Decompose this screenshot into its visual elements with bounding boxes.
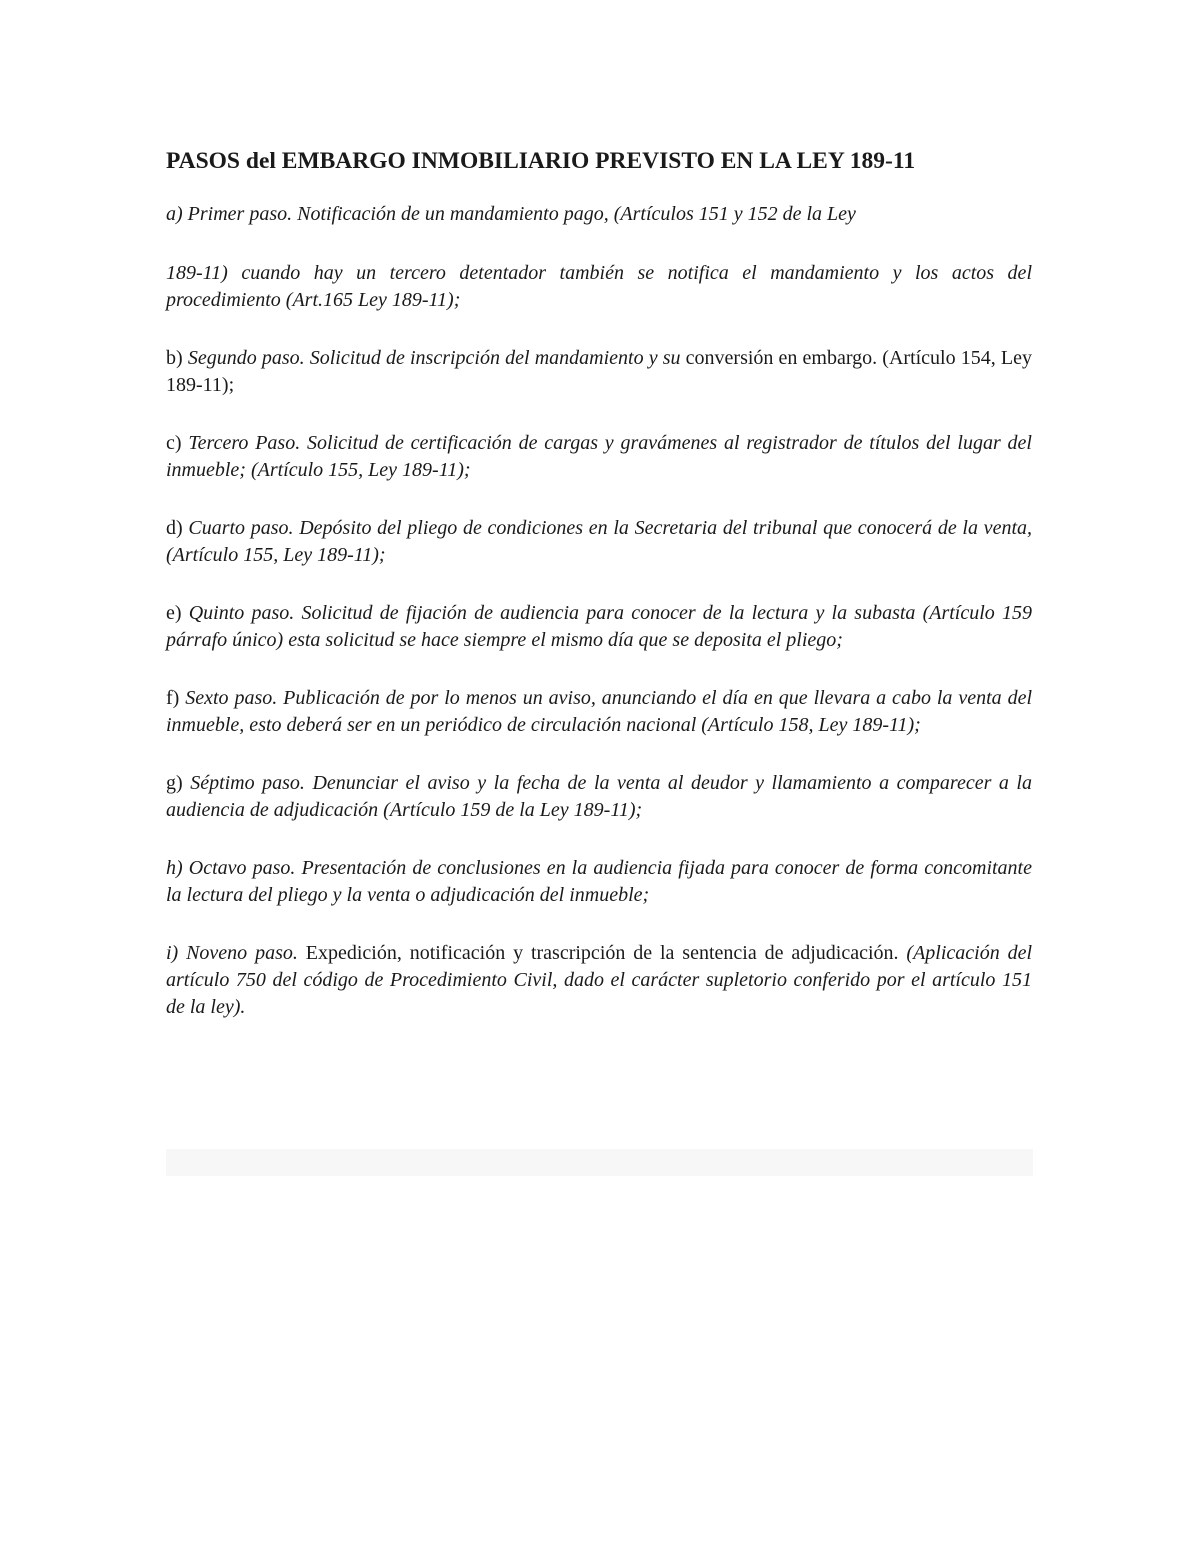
step-c-text: Tercero Paso. Solicitud de certificación de cargas y gravámenes al registrador de títulos del lugar del inmueble; (Artículo 155, Ley 189-11); — [166, 432, 1032, 481]
step-e-prefix: e) — [166, 602, 189, 624]
paragraph-step-h: h) Octavo paso. Presentación de conclusiones en la audiencia fijada para conocer de forma concomitante la lectura del pliego y la venta o adjudicación del inmueble; — [166, 857, 1032, 906]
step-g-text: Séptimo paso. Denunciar el aviso y la fecha de la venta al deudor y llamamiento a comparecer a la audiencia de adjudicación (Artículo 159 de la Ley 189-11); — [166, 772, 1032, 821]
step-d-prefix: d) — [166, 517, 189, 539]
step-b-italic-text: Segundo paso. Solicitud de inscripción del mandamiento y su — [187, 347, 681, 369]
step-d-text: Cuarto paso. Depósito del pliego de condiciones en la Secretaria del tribunal que conocerá de la venta, (Artículo 155, Ley 189-11); — [166, 517, 1032, 566]
paragraph-step-d — [166, 515, 1032, 569]
step-i-italic-text: (Aplicación del artículo 750 del código de Procedimiento Civil, dado el carácter supletorio conferido por el artículo 151 de la ley). — [166, 942, 1033, 1018]
paragraph-step-b — [166, 345, 1032, 399]
highlight-band — [166, 1149, 1033, 1176]
paragraph-step-f — [166, 685, 1032, 739]
document-page — [166, 146, 1032, 1052]
paragraph-step-i — [166, 940, 1032, 1021]
step-f-text: Sexto paso. Publicación de por lo menos un aviso, anunciando el día en que llevara a cabo la venta del inmueble, esto deberá ser en un periódico de circulación nacional (Artículo 158, Ley 189-11); — [166, 687, 1032, 736]
paragraph-step-a-continued: 189-11) cuando hay un tercero detentador también se notifica el mandamiento y los actos del procedimiento (Art.165 Ley 189-11); — [166, 262, 1032, 311]
step-g-prefix: g) — [166, 772, 191, 794]
paragraph-step-g — [166, 770, 1032, 824]
paragraph-step-c — [166, 430, 1032, 484]
step-b-prefix: b) — [166, 347, 188, 369]
paragraph-step-a-line1: a) Primer paso. Notificación de un mandamiento pago, (Artículos 151 y 152 de la Ley — [166, 203, 856, 225]
step-c-prefix: c) — [166, 432, 189, 454]
step-b-regular-text: conversión en embargo. (Artículo 154, Ley 189-11); — [166, 347, 1032, 396]
document-title: PASOS del EMBARGO INMOBILIARIO PREVISTO EN LA LEY 189-11 — [166, 148, 916, 174]
step-f-prefix: f) — [166, 687, 186, 709]
step-i-heading: i) Noveno paso. — [166, 942, 298, 964]
step-e-text: Quinto paso. Solicitud de fijación de audiencia para conocer de la lectura y la subasta (Artículo 159 párrafo único) esta solicitud se hace siempre el mismo día que se deposita el pliego; — [166, 602, 1032, 651]
step-i-regular-text: Expedición, notificación y trascripción de la sentencia de adjudicación. — [297, 942, 907, 964]
paragraph-step-e — [166, 600, 1032, 654]
